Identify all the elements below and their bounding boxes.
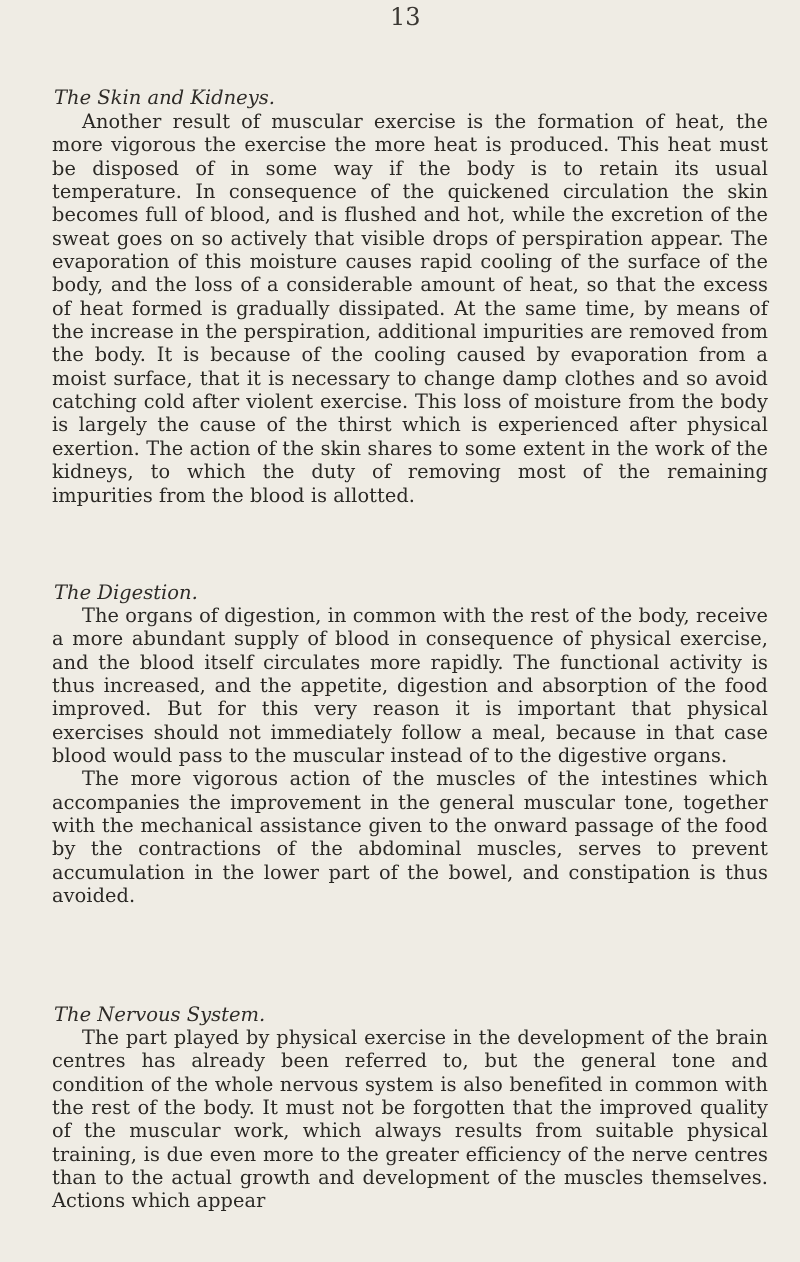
section-body-skin-and-kidneys [52,110,768,507]
paragraph: Another result of muscular exercise is the formation of heat, the more vigorous the exercise the more heat is produced. This heat must be disposed of in some way if the body is to retain its usual temperature. In consequence of the quickened circulation the skin becomes full of blood, and is flushed and hot, while the excretion of the sweat goes on so actively that visible drops of perspiration appear. The evaporation of this moisture causes rapid cooling of the surface of the body, and the loss of a considerable amount of heat, so that the excess of heat formed is gradually dissipated. At the same time, by means of the increase in the perspiration, additional impurities are removed from the body. It is because of the cooling caused by evaporation from a moist surface, that it is necessary to change damp clothes and so avoid catching cold after violent exercise. This loss of moisture from the body is largely the cause of the thirst which is experienced after physical exertion. The action of the skin shares to some extent in the work of the kidneys, to which the duty of removing most of the remaining impurities from the blood is allotted. [52,110,768,507]
paragraph: The more vigorous action of the muscles of the intestines which accompanies the improvement in the general muscular tone, together with the mechanical assistance given to the onward passage of the food by the contractions of the abdominal muscles, serves to prevent accumulation in the lower part of the bowel, and constipation is thus avoided. [52,767,768,908]
section-heading-nervous-system: The Nervous System. [54,1003,266,1026]
section-heading-digestion: The Digestion. [54,581,198,604]
section-heading-skin-and-kidneys: The Skin and Kidneys. [54,86,275,109]
paragraph: The organs of digestion, in common with the rest of the body, receive a more abundant supply of blood in consequence of physical exercise, and the blood itself circulates more rapidly. The functional activity is thus increased, and the appetite, digestion and absorption of the food improved. But for this very reason it is important that physical exercises should not immediately follow a meal, because in that case blood would pass to the muscular instead of to the digestive organs. [52,604,768,768]
page-number: 13 [390,3,421,31]
section-body-digestion [52,604,768,907]
section-body-nervous-system [52,1026,768,1213]
paragraph: The part played by physical exercise in the development of the brain centres has already been referred to, but the general tone and condition of the whole nervous system is also benefited in common with the rest of the body. It must not be forgotten that the improved quality of the muscular work, which always results from suitable physical training, is due even more to the greater efficiency of the nerve centres than to the actual growth and development of the muscles themselves. Actions which appear [52,1026,768,1213]
